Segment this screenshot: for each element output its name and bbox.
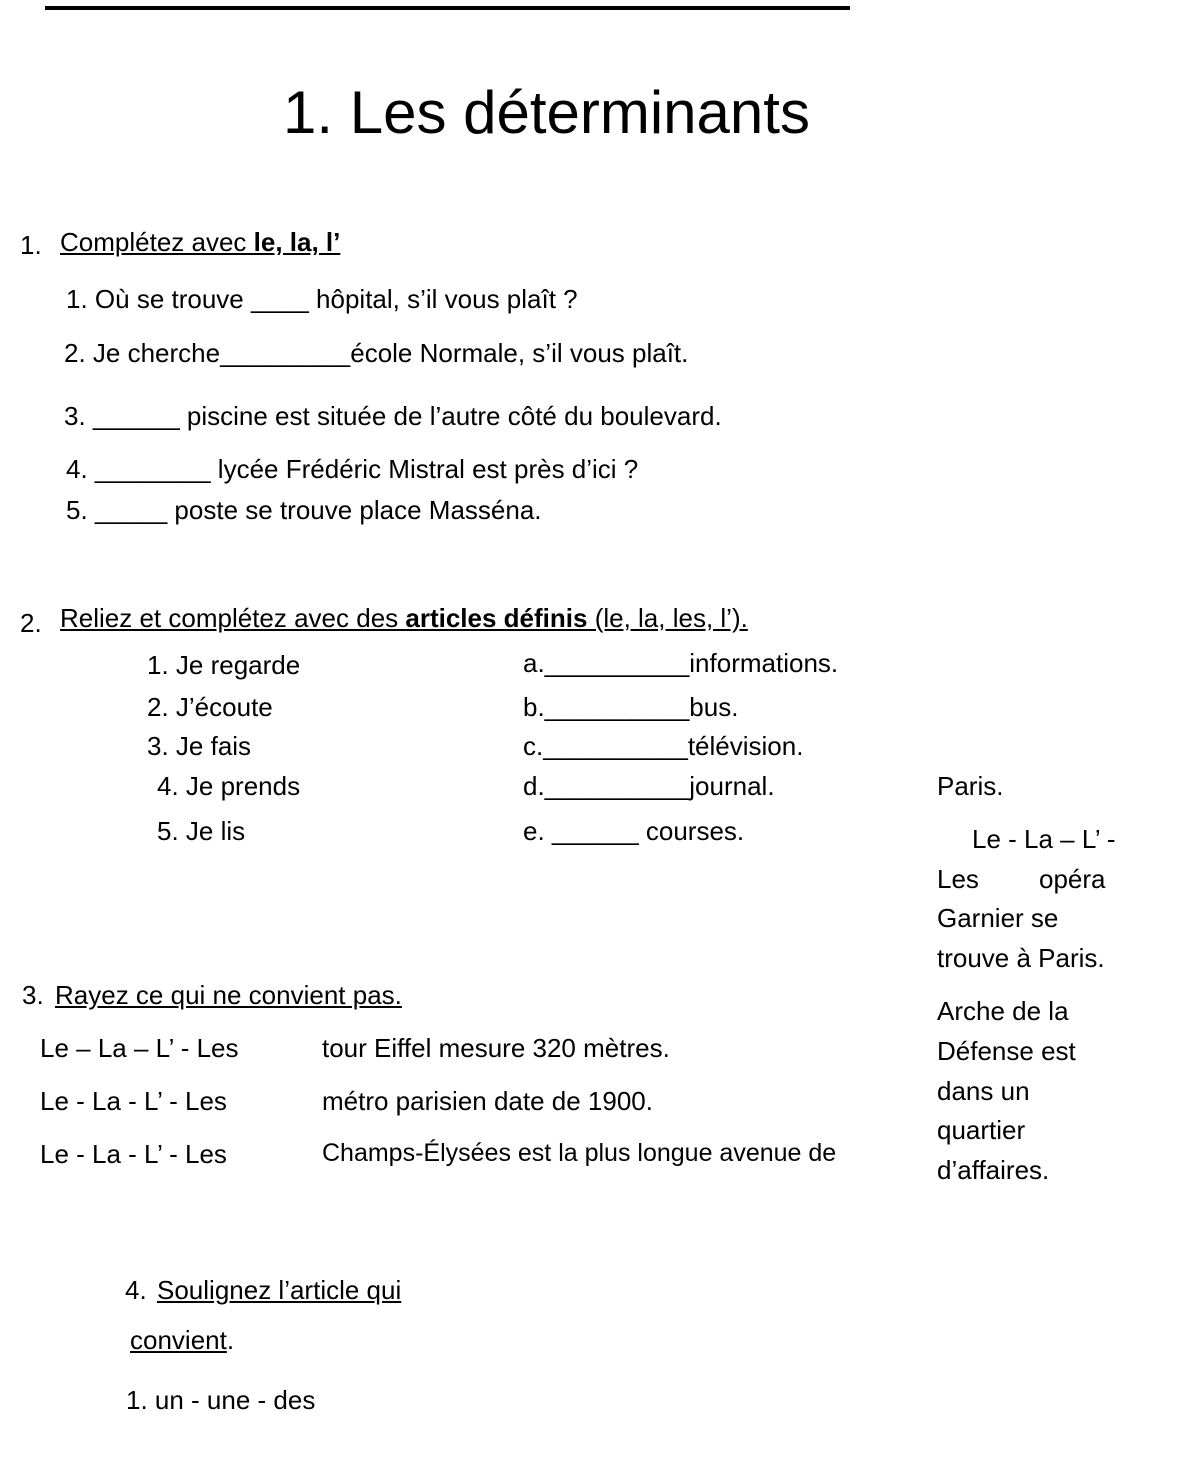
ex3-sentence-2: métro parisien date de 1900. xyxy=(322,1086,653,1116)
ex4-instruction-line1: Soulignez l’article qui xyxy=(157,1275,402,1305)
ex2-right-c: c.__________télévision. xyxy=(523,731,804,761)
sidebar-line-3a: Les xyxy=(937,864,979,894)
sidebar-line-6: Arche de la xyxy=(937,996,1069,1026)
ex3-choices-3: Le - La - L’ - Les xyxy=(40,1139,227,1169)
ex2-right-d: d.__________journal. xyxy=(523,771,775,801)
sidebar-line-9: quartier xyxy=(937,1115,1026,1145)
ex1-item-4: 4. ________ lycée Frédéric Mistral est près d’ici ? xyxy=(66,454,639,484)
ex2-right-e: e. ______ courses. xyxy=(523,816,745,846)
ex3-choices-2: Le - La - L’ - Les xyxy=(40,1086,227,1116)
ex1-item-5: 5. _____ poste se trouve place Masséna. xyxy=(66,495,542,525)
ex2-instruction: Reliez et complétez avec des articles définis (le, la, les, l’). xyxy=(60,603,748,633)
ex2-left-1: 1. Je regarde xyxy=(147,650,301,680)
sidebar-line-5: trouve à Paris. xyxy=(937,943,1105,973)
page-title: 1. Les déterminants xyxy=(283,79,810,146)
ex1-number: 1. xyxy=(20,230,42,260)
ex1-item-3: 3. ______ piscine est située de l’autre côté du boulevard. xyxy=(64,401,722,431)
sidebar-line-1: Paris. xyxy=(937,771,1004,801)
ex4-item-1: 1. un - une - des xyxy=(126,1385,316,1415)
sidebar-line-2: Le - La – L’ - xyxy=(972,824,1116,854)
ex3-number: 3. xyxy=(22,980,44,1010)
sidebar-line-10: d’affaires. xyxy=(937,1155,1050,1185)
sidebar-line-7: Défense est xyxy=(937,1036,1076,1066)
ex2-number: 2. xyxy=(20,608,42,638)
ex2-left-5: 5. Je lis xyxy=(157,816,246,846)
ex4-number: 4. xyxy=(125,1275,147,1305)
ex2-left-2: 2. J’écoute xyxy=(147,692,273,722)
ex3-instruction: Rayez ce qui ne convient pas. xyxy=(55,980,402,1010)
ex2-left-3: 3. Je fais xyxy=(147,731,252,761)
ex1-item-1: 1. Où se trouve ____ hôpital, s’il vous plaît ? xyxy=(66,284,578,314)
top-rule xyxy=(45,6,850,10)
ex2-left-4: 4. Je prends xyxy=(157,771,301,801)
ex4-instruction-line2: convient. xyxy=(130,1325,235,1355)
ex1-instruction: Complétez avec le, la, l’ xyxy=(60,227,341,257)
ex3-sentence-1: tour Eiffel mesure 320 mètres. xyxy=(322,1033,670,1063)
ex1-item-2: 2. Je cherche_________école Normale, s’il vous plaît. xyxy=(64,338,689,368)
ex3-sentence-3: Champs-Élysées est la plus longue avenue de xyxy=(322,1139,837,1167)
ex3-choices-1: Le – La – L’ - Les xyxy=(40,1033,239,1063)
sidebar-line-3b: opéra xyxy=(1039,864,1106,894)
sidebar-line-4: Garnier se xyxy=(937,903,1059,933)
ex2-right-b: b.__________bus. xyxy=(523,692,739,722)
ex2-right-a: a.__________informations. xyxy=(523,648,839,678)
sidebar-line-8: dans un xyxy=(937,1076,1030,1106)
